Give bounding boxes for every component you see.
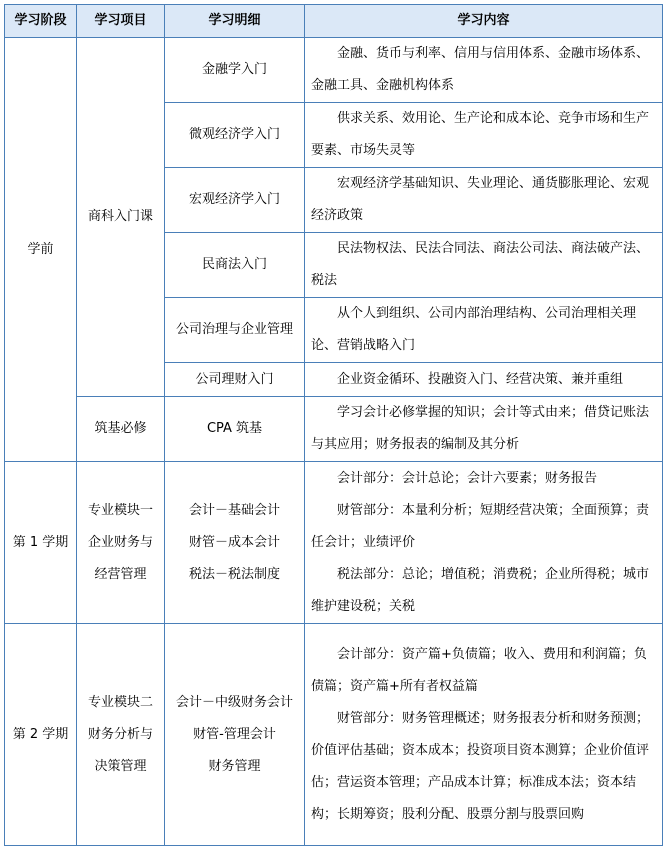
- header-project: 学习项目: [77, 5, 165, 38]
- detail-cell-term2: [165, 624, 305, 846]
- detail-cell: 公司治理与企业管理: [165, 298, 305, 363]
- detail-line: 会计－基础会计: [188, 502, 280, 518]
- project-line: 决策管理: [94, 758, 147, 774]
- project-line: 专业模块二: [87, 694, 153, 710]
- content-cell: 民法物权法、民法合同法、商法公司法、商法破产法、税法: [311, 241, 650, 288]
- detail-line: 财管－成本会计: [188, 534, 280, 550]
- detail-line: 税法－税法制度: [188, 566, 280, 582]
- content-paragraph: 财管部分：财务管理概述；财务报表分析和财务预测；价值评估基础；资本成本；投资项目资本测算；企业价值评估；营运资本管理；产品成本计算；标准成本法；资本结构；长期筹资；股利分配、股票分割与股票回购: [311, 710, 650, 822]
- detail-cell: 金融学入门: [165, 38, 305, 103]
- project-cell-module1: [77, 462, 165, 624]
- content-cell: 宏观经济学基础知识、失业理论、通货膨胀理论、宏观经济政策: [311, 176, 650, 223]
- content-cell-term1: [305, 462, 663, 624]
- header-stage: 学习阶段: [5, 5, 77, 38]
- content-paragraph: 税法部分：总论；增值税；消费税；企业所得税；城市维护建设税；关税: [311, 566, 650, 614]
- stage-cell-term1: 第 1 学期: [5, 462, 77, 624]
- project-line: 企业财务与: [87, 534, 153, 550]
- project-cell-module2: [77, 624, 165, 846]
- table-row: [5, 624, 663, 846]
- header-detail: 学习明细: [165, 5, 305, 38]
- detail-cell: 民商法入门: [165, 233, 305, 298]
- project-line: 经营管理: [94, 566, 147, 582]
- detail-cell: CPA 筑基: [165, 397, 305, 462]
- content-paragraph: 会计部分：资产篇+负债篇；收入、费用和利润篇；负债篇；资产篇+所有者权益篇: [311, 646, 647, 694]
- detail-cell: 公司理财入门: [165, 363, 305, 397]
- detail-line: 财务管理: [208, 758, 261, 774]
- table-row: [5, 397, 663, 462]
- project-cell-foundation: 筑基必修: [77, 397, 165, 462]
- detail-cell-term1: [165, 462, 305, 624]
- stage-cell-term2: 第 2 学期: [5, 624, 77, 846]
- stage-cell-pre: 学前: [5, 38, 77, 462]
- detail-cell: 宏观经济学入门: [165, 168, 305, 233]
- detail-line: 会计－中级财务会计: [175, 694, 293, 710]
- content-cell: 企业资金循环、投融资入门、经营决策、兼并重组: [337, 371, 624, 387]
- table-row: [5, 462, 663, 624]
- content-cell: 金融、货币与利率、信用与信用体系、金融市场体系、金融工具、金融机构体系: [311, 46, 650, 93]
- detail-cell: 微观经济学入门: [165, 103, 305, 168]
- content-cell-term2: [305, 624, 663, 846]
- header-row: [5, 5, 663, 38]
- content-cell: 供求关系、效用论、生产论和成本论、竞争市场和生产要素、市场失灵等: [311, 111, 650, 158]
- content-paragraph: 财管部分：本量利分析；短期经营决策；全面预算；责任会计；业绩评价: [311, 502, 650, 550]
- project-cell-business: 商科入门课: [77, 38, 165, 397]
- curriculum-table: [4, 4, 663, 846]
- project-line: 财务分析与: [87, 726, 153, 742]
- header-content: 学习内容: [305, 5, 663, 38]
- table-row: [5, 38, 663, 103]
- project-line: 专业模块一: [87, 502, 153, 518]
- content-paragraph: 会计部分：会计总论；会计六要素；财务报告: [337, 470, 598, 486]
- content-cell: 从个人到组织、公司内部治理结构、公司治理相关理论、营销战略入门: [311, 306, 637, 353]
- content-cell: 学习会计必修掌握的知识；会计等式由来；借贷记账法与其应用；财务报表的编制及其分析: [311, 405, 650, 452]
- detail-line: 财管-管理会计: [193, 726, 276, 742]
